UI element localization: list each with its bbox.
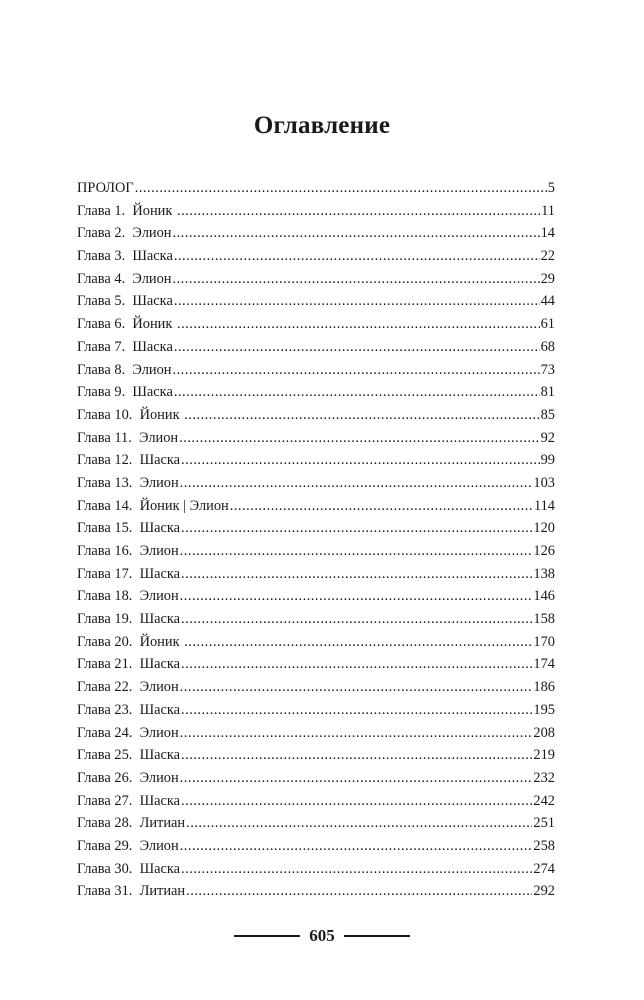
toc-entry-label: Глава 21. Шаска bbox=[77, 656, 181, 673]
toc-entry-page: 73 bbox=[540, 361, 555, 378]
toc-entry-page: 29 bbox=[540, 270, 555, 287]
toc-entry-label: Глава 17. Шаска bbox=[77, 565, 181, 582]
toc-entry bbox=[77, 858, 555, 881]
toc-dot-leader bbox=[180, 585, 533, 608]
toc-entry bbox=[77, 359, 555, 382]
toc-dot-leader bbox=[181, 608, 532, 631]
toc-entry-label: Глава 7. Шаска bbox=[77, 338, 173, 355]
toc-entry-page: 22 bbox=[540, 248, 555, 265]
toc-entry-label: Глава 18. Элион bbox=[77, 588, 179, 605]
footer-rule-left bbox=[234, 935, 300, 936]
toc-entry bbox=[77, 608, 555, 631]
toc-entry-page: 5 bbox=[547, 180, 555, 196]
toc-dot-leader bbox=[186, 812, 532, 835]
toc-dot-leader bbox=[177, 313, 540, 336]
toc-entry bbox=[77, 381, 555, 404]
toc-entry-page: 120 bbox=[533, 520, 555, 537]
toc-entry bbox=[77, 336, 555, 359]
table-of-contents bbox=[77, 177, 555, 903]
toc-entry-page: 146 bbox=[533, 588, 555, 605]
toc-dot-leader bbox=[179, 427, 539, 450]
toc-entry-label: Глава 2. Элион bbox=[77, 225, 172, 242]
toc-entry-label: Глава 1. Йоник bbox=[77, 202, 176, 219]
toc-entry-page: 138 bbox=[533, 565, 555, 582]
toc-entry-label: Глава 5. Шаска bbox=[77, 293, 173, 310]
toc-entry-label: Глава 19. Шаска bbox=[77, 611, 181, 628]
toc-entry-page: 158 bbox=[533, 611, 555, 628]
toc-dot-leader bbox=[181, 563, 532, 586]
toc-dot-leader bbox=[172, 268, 539, 291]
toc-dot-leader bbox=[180, 835, 533, 858]
toc-entry-page: 85 bbox=[540, 406, 555, 423]
toc-dot-leader bbox=[181, 449, 540, 472]
toc-dot-leader bbox=[180, 540, 533, 563]
toc-dot-leader bbox=[181, 790, 532, 813]
toc-entry bbox=[77, 517, 555, 540]
toc-entry-label: Глава 13. Элион bbox=[77, 474, 179, 491]
toc-entry bbox=[77, 177, 555, 200]
toc-entry-page: 61 bbox=[540, 316, 555, 333]
toc-entry-page: 251 bbox=[533, 815, 555, 832]
toc-entry-page: 99 bbox=[540, 452, 555, 469]
toc-entry-page: 258 bbox=[533, 837, 555, 854]
toc-dot-leader bbox=[180, 722, 533, 745]
toc-entry-page: 44 bbox=[540, 293, 555, 310]
toc-entry-page: 14 bbox=[540, 225, 555, 242]
toc-entry bbox=[77, 222, 555, 245]
toc-entry-label: ПРОЛОГ bbox=[77, 180, 134, 196]
toc-entry bbox=[77, 472, 555, 495]
toc-entry-label: Глава 27. Шаска bbox=[77, 792, 181, 809]
page-title: Оглавление bbox=[253, 112, 391, 139]
toc-entry bbox=[77, 880, 555, 903]
toc-entry-label: Глава 26. Элион bbox=[77, 769, 179, 786]
toc-entry-page: 242 bbox=[533, 792, 555, 809]
toc-entry bbox=[77, 200, 555, 223]
toc-entry-label: Глава 11. Элион bbox=[77, 429, 179, 446]
toc-dot-leader bbox=[184, 631, 532, 654]
toc-dot-leader bbox=[181, 517, 532, 540]
toc-entry-label: Глава 30. Шаска bbox=[77, 860, 181, 877]
toc-dot-leader bbox=[135, 177, 547, 200]
toc-entry bbox=[77, 631, 555, 654]
toc-entry bbox=[77, 585, 555, 608]
page-number: 605 bbox=[309, 926, 335, 945]
toc-entry-label: Глава 28. Литиан bbox=[77, 815, 186, 832]
toc-entry bbox=[77, 563, 555, 586]
toc-dot-leader bbox=[184, 404, 539, 427]
toc-entry bbox=[77, 540, 555, 563]
toc-entry-page: 68 bbox=[540, 338, 555, 355]
toc-dot-leader bbox=[230, 495, 533, 518]
toc-entry-label: Глава 10. Йоник bbox=[77, 406, 184, 423]
toc-entry bbox=[77, 835, 555, 858]
toc-entry-label: Глава 25. Шаска bbox=[77, 747, 181, 764]
toc-dot-leader bbox=[181, 699, 532, 722]
toc-dot-leader bbox=[186, 880, 532, 903]
toc-entry-label: Глава 12. Шаска bbox=[77, 452, 181, 469]
toc-entry bbox=[77, 290, 555, 313]
toc-entry bbox=[77, 449, 555, 472]
toc-entry-page: 114 bbox=[533, 497, 555, 514]
toc-entry-label: Глава 20. Йоник bbox=[77, 633, 184, 650]
toc-entry bbox=[77, 699, 555, 722]
toc-dot-leader bbox=[172, 222, 539, 245]
toc-dot-leader bbox=[181, 858, 532, 881]
toc-entry bbox=[77, 812, 555, 835]
toc-entry-page: 274 bbox=[533, 860, 555, 877]
toc-dot-leader bbox=[181, 653, 532, 676]
toc-entry-label: Глава 16. Элион bbox=[77, 543, 179, 559]
page-footer bbox=[0, 926, 644, 946]
toc-entry-label: Глава 6. Йоник bbox=[77, 316, 176, 333]
toc-entry-page: 208 bbox=[533, 724, 555, 741]
toc-entry bbox=[77, 268, 555, 291]
toc-entry-label: Глава 15. Шаска bbox=[77, 520, 181, 537]
toc-entry-page: 232 bbox=[533, 769, 555, 786]
toc-entry bbox=[77, 653, 555, 676]
toc-dot-leader bbox=[172, 359, 539, 382]
toc-entry-label: Глава 14. Йоник | Элион bbox=[77, 497, 229, 514]
toc-dot-leader bbox=[174, 290, 540, 313]
toc-entry-page: 195 bbox=[533, 701, 555, 718]
toc-dot-leader bbox=[180, 472, 533, 495]
toc-dot-leader bbox=[174, 381, 540, 404]
toc-entry-label: Глава 22. Элион bbox=[77, 679, 179, 696]
toc-dot-leader bbox=[180, 676, 533, 699]
toc-entry-page: 174 bbox=[533, 656, 555, 673]
toc-entry-page: 103 bbox=[533, 474, 555, 491]
toc-dot-leader bbox=[174, 336, 540, 359]
toc-dot-leader bbox=[180, 767, 533, 790]
toc-entry bbox=[77, 744, 555, 767]
toc-entry-label: Глава 8. Элион bbox=[77, 361, 172, 378]
toc-entry bbox=[77, 427, 555, 450]
toc-entry-page: 292 bbox=[533, 883, 555, 900]
toc-entry-label: Глава 29. Элион bbox=[77, 837, 179, 854]
toc-entry bbox=[77, 790, 555, 813]
toc-entry bbox=[77, 722, 555, 745]
toc-entry-label: Глава 23. Шаска bbox=[77, 701, 181, 718]
toc-entry-label: Глава 3. Шаска bbox=[77, 248, 173, 265]
toc-entry-label: Глава 24. Элион bbox=[77, 724, 179, 741]
toc-entry-page: 170 bbox=[533, 633, 555, 650]
toc-entry bbox=[77, 313, 555, 336]
toc-entry-page: 92 bbox=[540, 429, 555, 446]
toc-entry bbox=[77, 767, 555, 790]
toc-entry-label: Глава 9. Шаска bbox=[77, 384, 173, 401]
footer-rule-right bbox=[344, 935, 410, 936]
toc-entry-page: 11 bbox=[541, 202, 555, 219]
toc-entry-label: Глава 4. Элион bbox=[77, 270, 172, 287]
toc-entry-page: 81 bbox=[540, 384, 555, 401]
toc-entry-label: Глава 31. Литиан bbox=[77, 883, 186, 900]
toc-dot-leader bbox=[181, 744, 532, 767]
toc-entry bbox=[77, 495, 555, 518]
toc-entry bbox=[77, 676, 555, 699]
toc-entry bbox=[77, 245, 555, 268]
toc-entry bbox=[77, 404, 555, 427]
toc-entry-page: 219 bbox=[533, 747, 555, 764]
toc-dot-leader bbox=[177, 200, 540, 223]
toc-dot-leader bbox=[174, 245, 540, 268]
toc-entry-page: 186 bbox=[533, 679, 555, 696]
toc-entry-page: 126 bbox=[533, 543, 555, 559]
